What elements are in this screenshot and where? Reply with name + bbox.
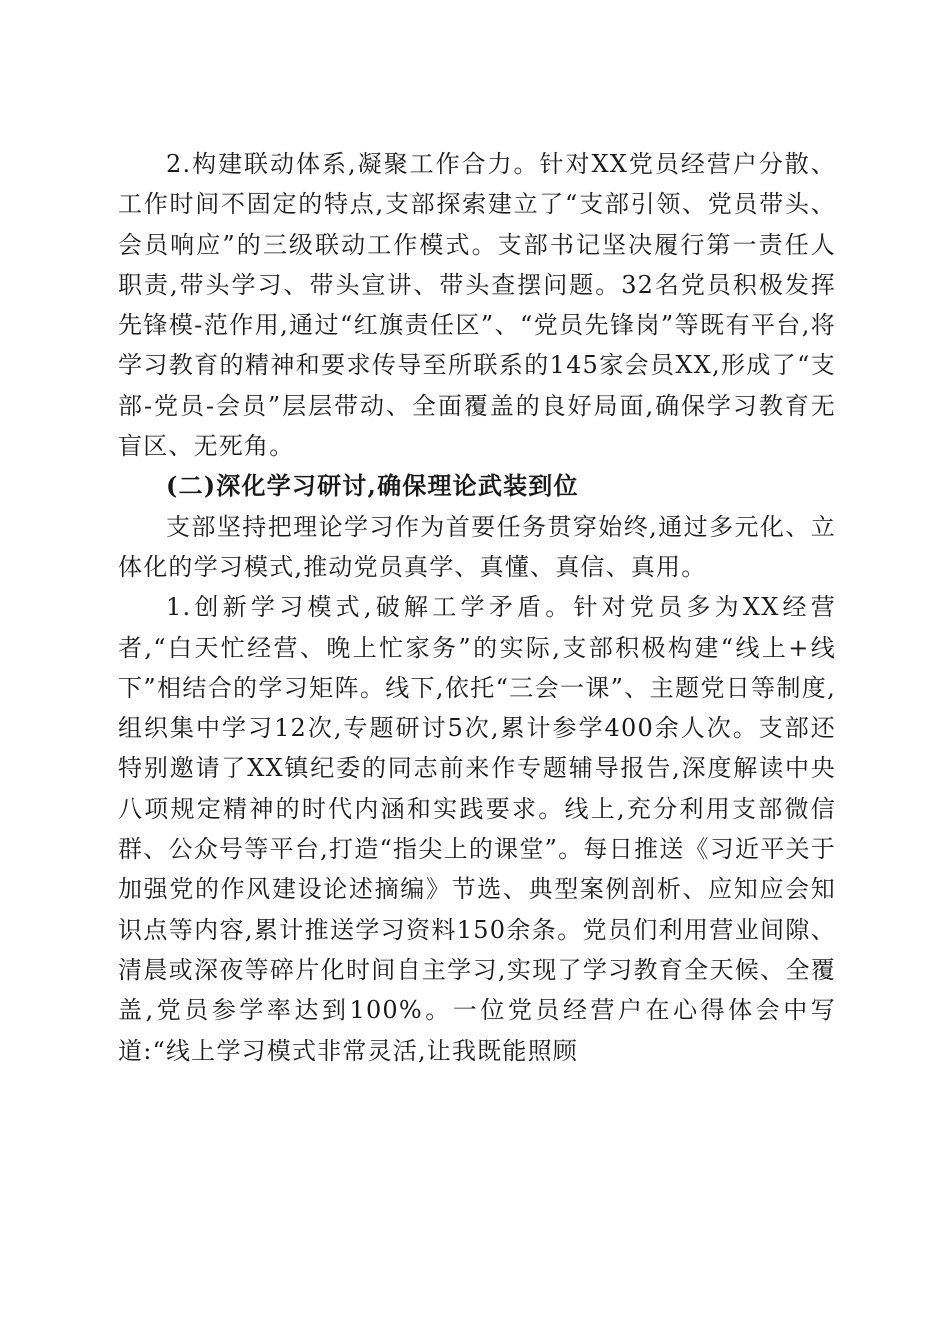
section-heading-study: (二)深化学习研讨,确保理论武装到位 (166, 471, 579, 501)
paragraph-study-intro: 支部坚持把理论学习作为首要任务贯穿始终,通过多元化、立体化的学习模式,推动党员真学、真懂、真信、真用。 (118, 512, 836, 581)
document-body (118, 144, 836, 1071)
paragraph-linkage-system: 2.构建联动体系,凝聚工作合力。针对XX党员经营户分散、工作时间不固定的特点,支部探索建立了“支部引领、党员带头、会员响应”的三级联动工作模式。支部书记坚决履行第一责任人职责,带头学习、带头宣讲、带头查摆问题。32名党员积极发挥先锋模-范作用,通过“红旗责任区”、“党员先锋岗”等既有平台,将学习教育的精神和要求传导至所联系的145家会员XX,形成了“支部-党员-会员”层层带动、全面覆盖的良好局面,确保学习教育无盲区、无死角。 (118, 150, 836, 461)
paragraph-study-mode: 1.创新学习模式,破解工学矛盾。针对党员多为XX经营者,“白天忙经营、晚上忙家务”的实际,支部积极构建“线上+线下”相结合的学习矩阵。线下,依托“三会一课”、主题党日等制度,组织集中学习12次,专题研讨5次,累计参学400余人次。支部还特别邀请了XX镇纪委的同志前来作专题辅导报告,深度解读中央八项规定精神的时代内涵和实践要求。线上,充分利用支部微信群、公众号等平台,打造“指尖上的课堂”。每日推送《习近平关于加强党的作风建设论述摘编》节选、典型案例剖析、应知应会知识点等内容,累计推送学习资料150余条。党员们利用营业间隙、清晨或深夜等碎片化时间自主学习,实现了学习教育全天候、全覆盖,党员参学率达到100%。一位党员经营户在心得体会中写道:“线上学习模式非常灵活,让我既能照顾 (118, 593, 836, 1065)
